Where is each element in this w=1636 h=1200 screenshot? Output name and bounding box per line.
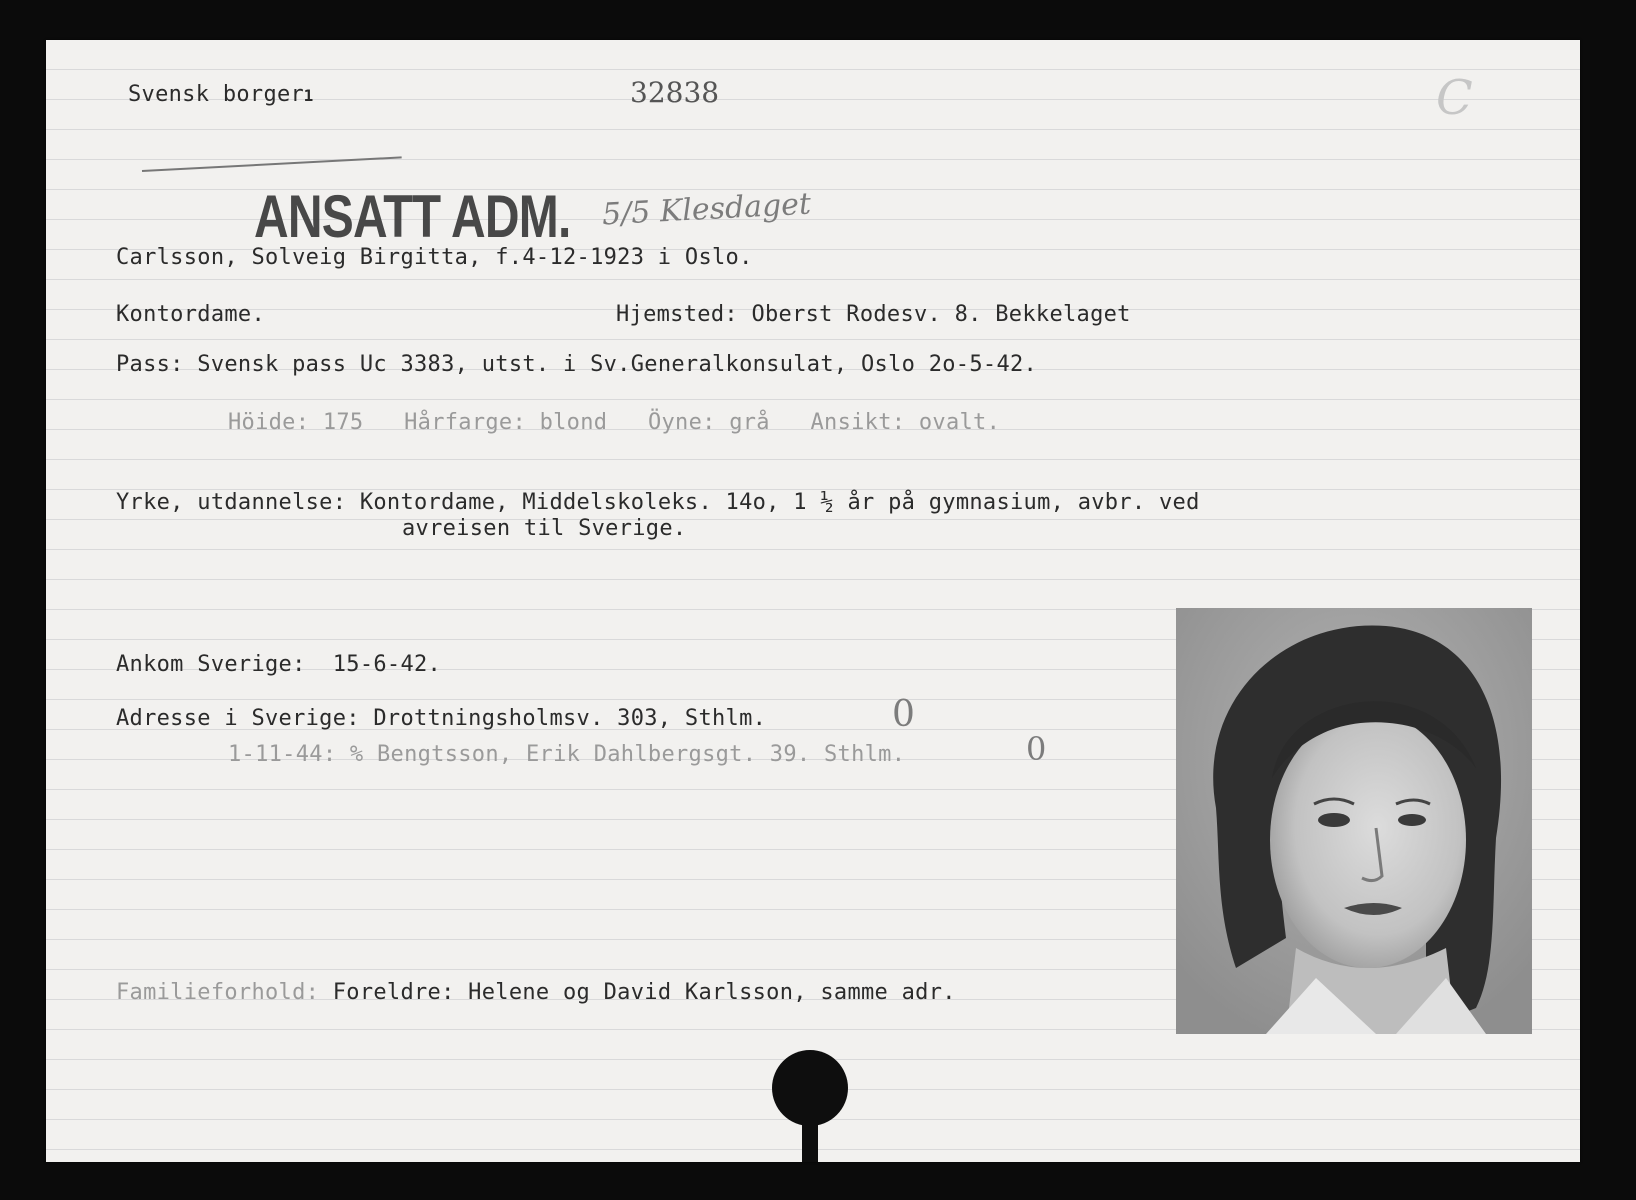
harfarge-label: Hårfarge: bbox=[404, 410, 527, 435]
portrait-photo bbox=[1176, 608, 1532, 1034]
corner-pencil-mark: C bbox=[1436, 70, 1473, 126]
category-mark: 1 bbox=[303, 86, 314, 105]
name-line: Carlsson, Solveig Birgitta, f.4-12-1923 i Oslo. bbox=[116, 245, 753, 270]
family-value: Foreldre: Helene og David Karlsson, samme adr. bbox=[332, 980, 956, 1005]
address-label: Adresse i Sverige: bbox=[116, 706, 360, 731]
hoide-value: 175 bbox=[322, 410, 364, 435]
education-label: Yrke, utdannelse: bbox=[116, 490, 347, 515]
family-line bbox=[116, 980, 956, 1005]
family-label: Familieforhold: bbox=[116, 980, 320, 1005]
education-value-1: Kontordame, Middelskoleks. 14o, 1 ½ år på gymnasium, avbr. ved bbox=[359, 490, 1200, 515]
physical-description bbox=[228, 410, 1000, 435]
address-line bbox=[116, 706, 766, 731]
address-value: Drottningsholmsv. 303, Sthlm. bbox=[373, 706, 767, 731]
registration-card bbox=[46, 40, 1580, 1162]
oyne-value: grå bbox=[729, 410, 770, 435]
hjemsted-line bbox=[616, 302, 1131, 327]
arrival-value: 15-6-42. bbox=[332, 652, 442, 677]
harfarge-value: blond bbox=[539, 410, 608, 435]
occupation: Kontordame. bbox=[116, 302, 265, 327]
pass-label: Pass: bbox=[116, 352, 184, 377]
arrival-label: Ankom Sverige: bbox=[116, 652, 306, 677]
stamp-pencil-note: 5/5 Klesdaget bbox=[601, 186, 812, 233]
ansikt-value: ovalt. bbox=[918, 410, 1001, 435]
education-line-2: avreisen til Sverige. bbox=[402, 516, 687, 541]
pass-value: Svensk pass Uc 3383, utst. i Sv.Generalkonsulat, Oslo 2o-5-42. bbox=[197, 352, 1038, 377]
category-text: Svensk borger bbox=[128, 82, 305, 107]
pencil-underline bbox=[142, 156, 402, 172]
hjemsted-value: Oberst Rodesv. 8. Bekkelaget bbox=[751, 302, 1131, 327]
ansatt-adm-stamp: ANSATT ADM. bbox=[254, 183, 571, 250]
card-number: 32838 bbox=[630, 76, 720, 109]
category-line bbox=[128, 82, 314, 107]
hjemsted-label: Hjemsted: bbox=[616, 302, 738, 327]
portrait-photo-graphic bbox=[1176, 608, 1532, 1034]
ansikt-label: Ansikt: bbox=[810, 410, 906, 435]
hoide-label: Höide: bbox=[228, 410, 310, 435]
oyne-label: Öyne: bbox=[647, 410, 716, 435]
education-line-1 bbox=[116, 490, 1200, 515]
punch-slot bbox=[802, 1110, 818, 1162]
address-pencil-mark: 0 bbox=[892, 694, 915, 735]
arrival-line bbox=[116, 652, 441, 677]
pass-line bbox=[116, 352, 1037, 377]
address-2-line: 1-11-44: % Bengtsson, Erik Dahlbergsgt. 39. Sthlm. bbox=[228, 742, 906, 767]
address-2-pencil-mark: 0 bbox=[1026, 730, 1047, 768]
